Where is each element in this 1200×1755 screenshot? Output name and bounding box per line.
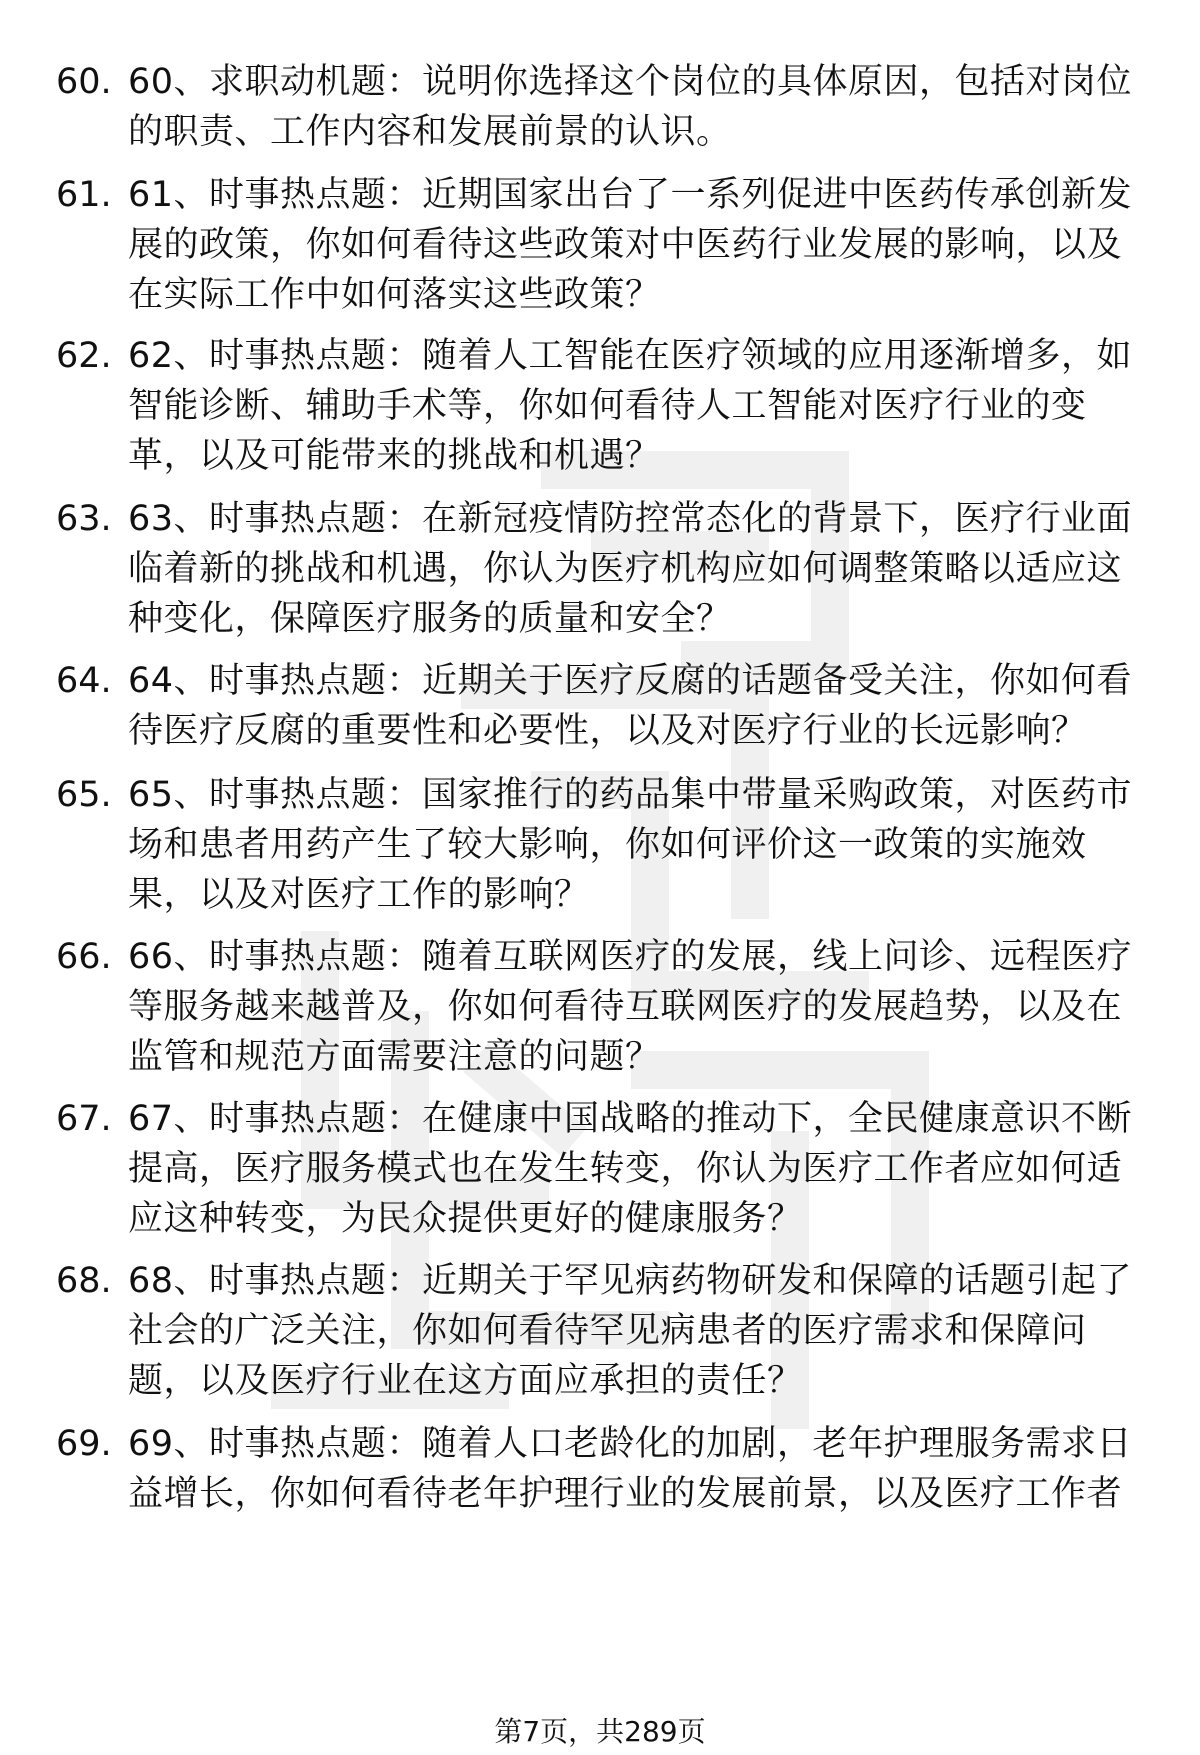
item-text: 66、时事热点题：随着互联网医疗的发展，线上问诊、远程医疗等服务越来越普及，你如何看待互联网医疗的发展趋势，以及在监管和规范方面需要注意的问题？: [128, 937, 1133, 1077]
item-number: 61.: [56, 175, 112, 215]
item-number: 65.: [56, 775, 112, 815]
item-text: 61、时事热点题：近期国家出台了一系列促进中医药传承创新发展的政策，你如何看待这些政策对中医药行业发展的影响，以及在实际工作中如何落实这些政策？: [128, 175, 1133, 315]
item-text: 68、时事热点题：近期关于罕见病药物研发和保障的话题引起了社会的广泛关注，你如何看待罕见病患者的医疗需求和保障问题，以及医疗行业在这方面应承担的责任？: [128, 1261, 1133, 1401]
item-text: 69、时事热点题：随着人口老龄化的加剧，老年护理服务需求日益增长，你如何看待老年护理行业的发展前景，以及医疗工作者: [128, 1424, 1133, 1514]
item-text: 65、时事热点题：国家推行的药品集中带量采购政策，对医药市场和患者用药产生了较大影响，你如何评价这一政策的实施效果，以及对医疗工作的影响？: [128, 775, 1133, 915]
item-text: 67、时事热点题：在健康中国战略的推动下，全民健康意识不断提高，医疗服务模式也在发生转变，你认为医疗工作者应如何适应这种转变，为民众提供更好的健康服务？: [128, 1099, 1133, 1239]
item-number: 68.: [56, 1261, 112, 1301]
item-text: 62、时事热点题：随着人工智能在医疗领域的应用逐渐增多，如智能诊断、辅助手术等，你如何看待人工智能对医疗行业的变革，以及可能带来的挑战和机遇？: [128, 336, 1133, 476]
item-number: 69.: [56, 1424, 112, 1464]
item-number: 64.: [56, 661, 112, 701]
item-number: 63.: [56, 499, 112, 539]
item-number: 62.: [56, 336, 112, 376]
item-number: 66.: [56, 937, 112, 977]
item-text: 63、时事热点题：在新冠疫情防控常态化的背景下，医疗行业面临着新的挑战和机遇，你认为医疗机构应如何调整策略以适应这种变化，保障医疗服务的质量和安全？: [128, 499, 1133, 639]
page-indicator: 第7页，共289页: [494, 1715, 706, 1748]
item-number: 60.: [56, 62, 112, 102]
item-text: 64、时事热点题：近期关于医疗反腐的话题备受关注，你如何看待医疗反腐的重要性和必要性，以及对医疗行业的长远影响？: [128, 661, 1133, 751]
item-number: 67.: [56, 1099, 112, 1139]
item-text: 60、求职动机题：说明你选择这个岗位的具体原因，包括对岗位的职责、工作内容和发展前景的认识。: [128, 62, 1133, 152]
